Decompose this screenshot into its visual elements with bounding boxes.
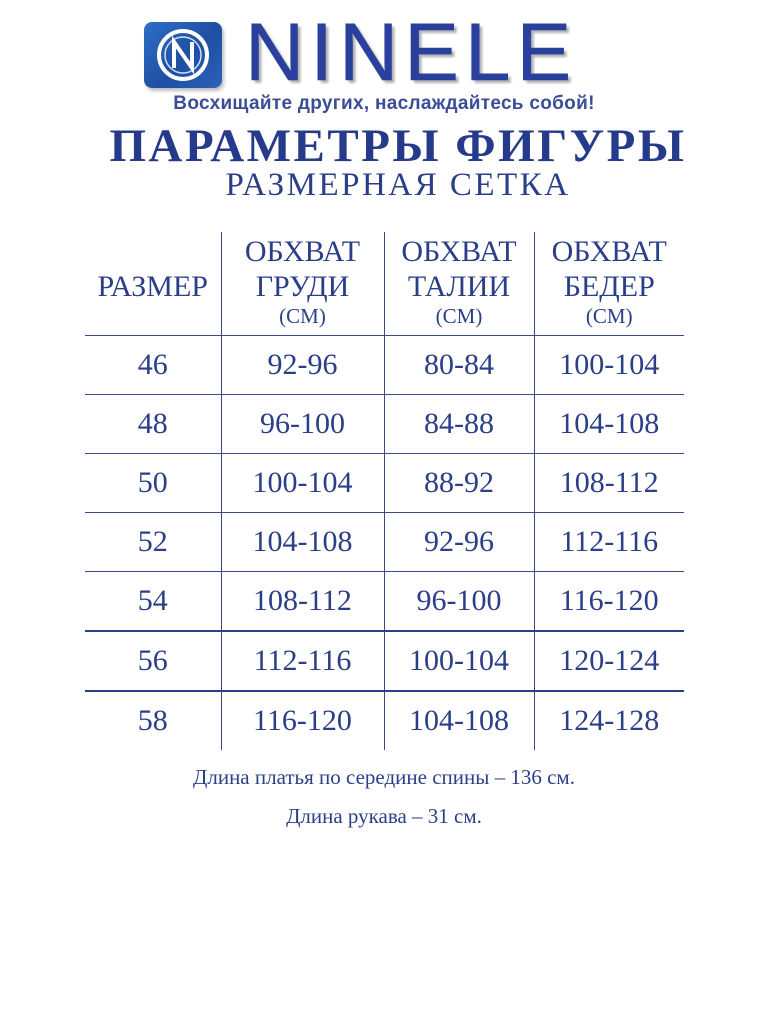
header-line: ОБХВАТ [401,235,517,268]
header-line: ОБХВАТ [244,235,361,268]
waist-cell: 96-100 [384,572,534,632]
header-line: ГРУДИ [255,270,350,303]
bust-cell: 104-108 [221,513,384,572]
size-cell: 46 [85,336,221,395]
hips-cell: 100-104 [534,336,684,395]
table-row [85,513,684,572]
bust-cell: 116-120 [221,691,384,750]
size-cell: 52 [85,513,221,572]
waist-cell: 104-108 [384,691,534,750]
table-header-row [85,232,684,336]
size-cell: 50 [85,454,221,513]
hips-cell: 116-120 [534,572,684,632]
waist-cell: 80-84 [384,336,534,395]
waist-cell: 100-104 [384,631,534,691]
table-row [85,572,684,632]
header-line: ОБХВАТ [551,235,667,268]
bust-cell: 112-116 [221,631,384,691]
bust-cell: 96-100 [221,395,384,454]
bust-cell: 92-96 [221,336,384,395]
hips-cell: 120-124 [534,631,684,691]
header-unit: (СМ) [585,304,633,328]
header-line: ТАЛИИ [407,270,511,303]
page-title: ПАРАМЕТРЫ ФИГУРЫ [109,120,687,172]
dress-length-note: Длина платья по середине спины – 136 см. [193,765,575,789]
n-monogram-icon [144,22,222,88]
page-subtitle: РАЗМЕРНАЯ СЕТКА [225,167,571,203]
size-cell: 56 [85,631,221,691]
hips-column-header [534,232,684,336]
bust-column-header [221,232,384,336]
table-row [85,631,684,691]
brand-name: NINELE [245,7,578,98]
size-cell: 48 [85,395,221,454]
size-chart-table [85,232,684,750]
hips-cell: 124-128 [534,691,684,750]
bust-cell: 100-104 [221,454,384,513]
hips-cell: 104-108 [534,395,684,454]
hips-cell: 108-112 [534,454,684,513]
size-column-header: РАЗМЕР [85,232,221,336]
waist-cell: 84-88 [384,395,534,454]
waist-column-header [384,232,534,336]
table-row [85,691,684,750]
brand-logo [144,7,644,98]
waist-cell: 88-92 [384,454,534,513]
waist-cell: 92-96 [384,513,534,572]
header-line: БЕДЕР [563,270,655,303]
table-row [85,454,684,513]
table-row [85,395,684,454]
header-unit: (СМ) [435,304,483,328]
size-cell: 58 [137,704,168,737]
header-unit: (СМ) [279,304,326,328]
sleeve-length-note: Длина рукава – 31 см. [286,804,482,828]
size-cell: 54 [85,572,221,632]
bust-cell: 108-112 [221,572,384,632]
brand-slogan: Восхищайте других, наслаждайтесь собой! [173,93,595,114]
hips-cell: 112-116 [534,513,684,572]
table-row [85,336,684,395]
